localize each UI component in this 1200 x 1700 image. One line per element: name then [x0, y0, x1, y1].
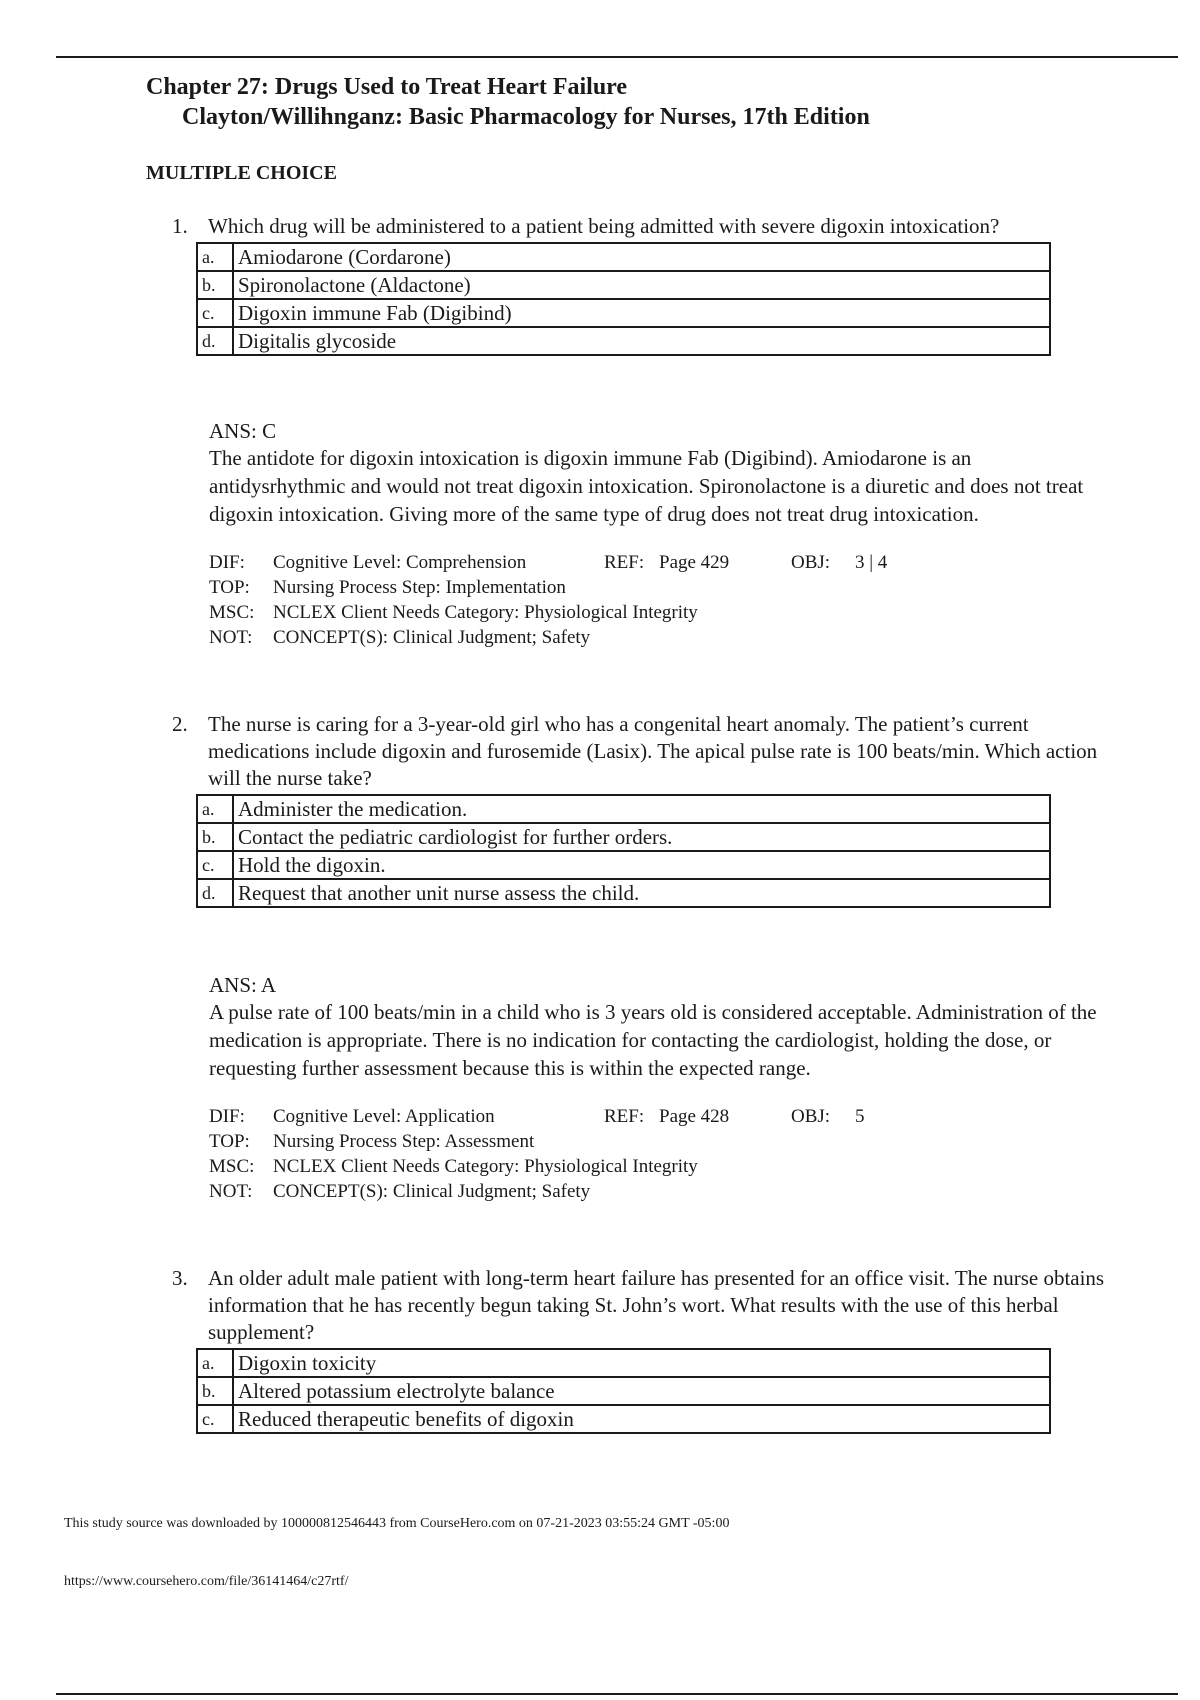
- question-stem: The nurse is caring for a 3-year-old girl who has a congenital heart anomaly. The patient’s current medications include digoxin and furosemide (Lasix). The apical pulse rate is 100 beats/min. Which action will the nurse take?: [208, 712, 1098, 790]
- choice-text: Request that another unit nurse assess the child.: [233, 879, 1050, 907]
- not-value: CONCEPT(S): Clinical Judgment; Safety: [273, 627, 591, 648]
- choice-row[interactable]: [197, 851, 1050, 879]
- choice-row[interactable]: [197, 1349, 1050, 1377]
- metadata: [209, 1104, 1109, 1204]
- choice-letter: d.: [197, 879, 233, 907]
- choice-letter: c.: [197, 851, 233, 879]
- top-label: TOP:: [209, 1131, 250, 1152]
- top-rule: [56, 56, 1178, 58]
- choice-letter: c.: [197, 299, 233, 327]
- choice-row[interactable]: [197, 271, 1050, 299]
- choice-text: Reduced therapeutic benefits of digoxin: [233, 1405, 1050, 1433]
- msc-value: NCLEX Client Needs Category: Physiological Integrity: [273, 602, 698, 623]
- msc-label: MSC:: [209, 602, 255, 623]
- metadata: [209, 550, 1109, 650]
- obj-value: 3 | 4: [855, 552, 888, 573]
- top-value: Nursing Process Step: Implementation: [273, 577, 566, 598]
- dif-label: DIF:: [209, 552, 245, 573]
- question-number: 1.: [172, 214, 188, 238]
- choice-letter: c.: [197, 1405, 233, 1433]
- choice-letter: b.: [197, 271, 233, 299]
- not-label: NOT:: [209, 1181, 253, 1202]
- choice-text: Spironolactone (Aldactone): [233, 271, 1050, 299]
- question-number: 2.: [172, 712, 188, 736]
- bottom-rule: [56, 1693, 1178, 1695]
- question-number: 3.: [172, 1266, 188, 1290]
- section-title: MULTIPLE CHOICE: [146, 162, 337, 184]
- not-label: NOT:: [209, 627, 253, 648]
- answer-block-2: [209, 972, 1109, 1204]
- question-1: [172, 213, 1122, 356]
- question-stem: Which drug will be administered to a patient being admitted with severe digoxin intoxication?: [208, 214, 1000, 238]
- choice-letter: b.: [197, 823, 233, 851]
- top-value: Nursing Process Step: Assessment: [273, 1131, 535, 1152]
- choice-letter: a.: [197, 795, 233, 823]
- dif-value: Cognitive Level: Application: [273, 1106, 495, 1127]
- rationale: The antidote for digoxin intoxication is digoxin immune Fab (Digibind). Amiodarone is an antidysrhythmic and would not treat digoxin intoxication. Spironolactone is a diuretic and does not treat digoxin intoxication. Giving more of the same type of drug does not treat drug intoxication.: [209, 446, 1084, 526]
- choice-text: Hold the digoxin.: [233, 851, 1050, 879]
- ref-label: REF:: [604, 1106, 645, 1127]
- choice-row[interactable]: [197, 243, 1050, 271]
- choice-row[interactable]: [197, 1405, 1050, 1433]
- download-note: This study source was downloaded by 100000812546443 from CourseHero.com on 07-21-2023 03:55:24 GMT -05:00: [64, 1516, 730, 1531]
- question-stem: An older adult male patient with long-term heart failure has presented for an office visit. The nurse obtains information that he has recently begun taking St. John’s wort. What results with the use of this herbal supplement?: [208, 1266, 1105, 1344]
- choice-row[interactable]: [197, 1377, 1050, 1405]
- choice-text: Administer the medication.: [233, 795, 1050, 823]
- choice-text: Digoxin toxicity: [233, 1349, 1050, 1377]
- choices-table: [196, 242, 1051, 356]
- choice-text: Digoxin immune Fab (Digibind): [233, 299, 1050, 327]
- question-2: [172, 711, 1122, 908]
- dif-label: DIF:: [209, 1106, 245, 1127]
- book-title: Clayton/Willihnganz: Basic Pharmacology for Nurses, 17th Edition: [182, 104, 870, 130]
- choice-text: Amiodarone (Cordarone): [233, 243, 1050, 271]
- choice-letter: d.: [197, 327, 233, 355]
- choice-row[interactable]: [197, 879, 1050, 907]
- choice-row[interactable]: [197, 823, 1050, 851]
- answer-key: ANS: A: [209, 973, 277, 997]
- top-label: TOP:: [209, 577, 250, 598]
- answer-key: ANS: C: [209, 419, 277, 443]
- choice-row[interactable]: [197, 327, 1050, 355]
- obj-label: OBJ:: [791, 1106, 831, 1127]
- msc-label: MSC:: [209, 1156, 255, 1177]
- ref-value: Page 428: [659, 1106, 730, 1127]
- not-value: CONCEPT(S): Clinical Judgment; Safety: [273, 1181, 591, 1202]
- dif-value: Cognitive Level: Comprehension: [273, 552, 527, 573]
- choice-row[interactable]: [197, 299, 1050, 327]
- choice-letter: b.: [197, 1377, 233, 1405]
- source-url[interactable]: https://www.coursehero.com/file/36141464/c27rtf/: [64, 1574, 349, 1589]
- obj-value: 5: [855, 1106, 865, 1127]
- choice-text: Altered potassium electrolyte balance: [233, 1377, 1050, 1405]
- choices-table: [196, 794, 1051, 908]
- choice-row[interactable]: [197, 795, 1050, 823]
- rationale: A pulse rate of 100 beats/min in a child who is 3 years old is considered acceptable. Administration of the medication is appropriate. There is no indication for contacting the cardiologist, holding the dose, or requesting further assessment because this is within the expected range.: [209, 1000, 1097, 1080]
- ref-label: REF:: [604, 552, 645, 573]
- choice-letter: a.: [197, 243, 233, 271]
- choice-letter: a.: [197, 1349, 233, 1377]
- question-3: [172, 1265, 1122, 1434]
- obj-label: OBJ:: [791, 552, 831, 573]
- choice-text: Digitalis glycoside: [233, 327, 1050, 355]
- answer-block-1: [209, 418, 1109, 650]
- msc-value: NCLEX Client Needs Category: Physiological Integrity: [273, 1156, 698, 1177]
- ref-value: Page 429: [659, 552, 730, 573]
- choice-text: Contact the pediatric cardiologist for further orders.: [233, 823, 1050, 851]
- chapter-title: Chapter 27: Drugs Used to Treat Heart Failure: [146, 74, 628, 100]
- choices-table: [196, 1348, 1051, 1434]
